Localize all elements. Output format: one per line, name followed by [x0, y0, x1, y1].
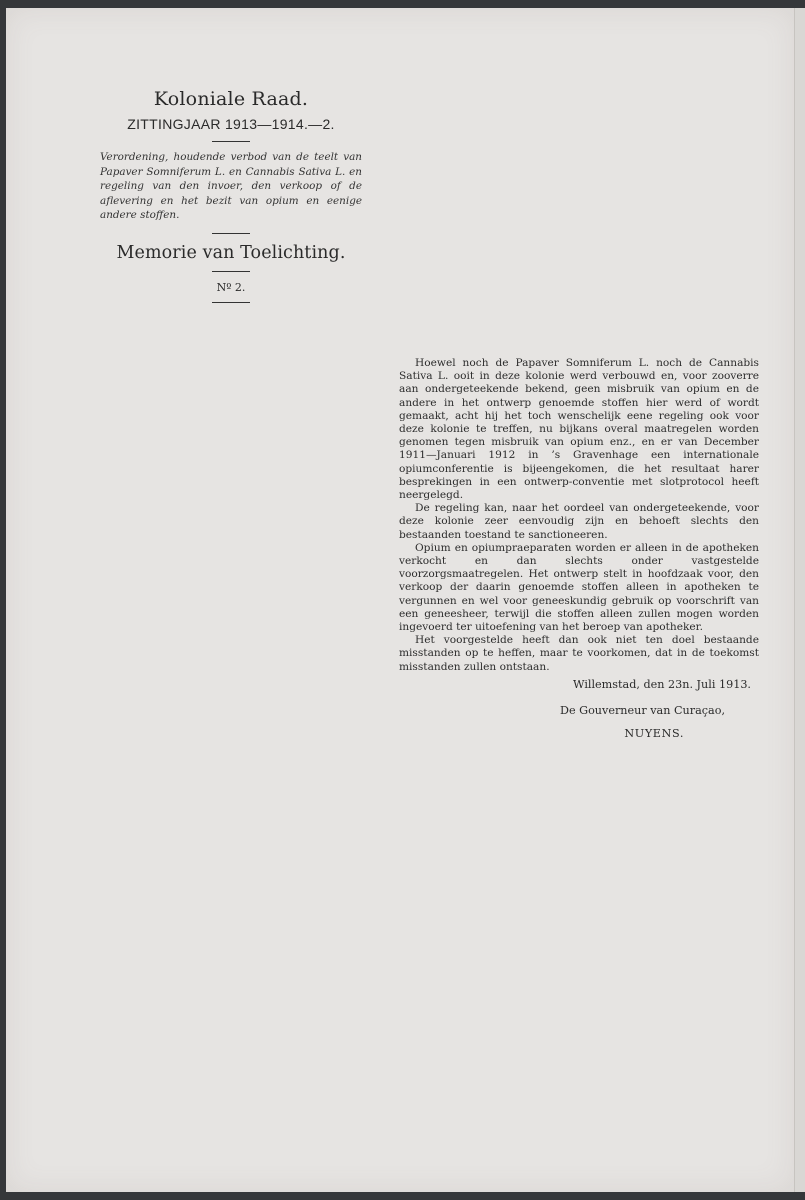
signature: NUYENS. [624, 727, 684, 740]
document-heading: Memorie van Toelichting. [116, 242, 346, 263]
governor-title: De Gouverneur van Curaçao, [559, 704, 725, 717]
paragraph: De regeling kan, naar het oordeel van ondergeteekende, voor deze kolonie zeer eenvoudig zijn en behoeft slechts den bestaanden toestand te sanctioneeren. [399, 502, 759, 541]
document-number: Nº 2. [216, 280, 246, 294]
divider [212, 302, 250, 303]
place-date: Willemstad, den 23n. Juli 1913. [573, 678, 751, 691]
divider [212, 233, 250, 234]
page-edge [794, 8, 805, 1192]
paragraph: Het voorgestelde heeft dan ook niet ten doel bestaande misstanden op te heffen, maar te voorkomen, dat in de toekomst misstanden zullen ontstaan. [399, 634, 759, 673]
divider [212, 271, 250, 272]
paragraph: Hoewel noch de Papaver Somniferum L. noch de Cannabis Sativa L. ooit in deze kolonie werd verbouwd en, voor zooverre aan ondergeteekende bekend, geen misbruik van opium en de andere in het ontwerp genoemde stoffen hier werd of wordt gemaakt, acht hij het toch wenschelijk eene regeling ook voor deze kolonie te treffen, nu bijkans overal maatregelen worden genomen tegen misbruik van opium enz., en er van December 1911—Januari 1912 in ’s Gravenhage een internationale opiumconferentie is bijeengekomen, die het resultaat harer besprekingen in een ontwerp-conventie met slotprotocol heeft neergelegd. [399, 357, 759, 502]
divider [212, 141, 250, 142]
document-header [100, 88, 362, 303]
session-year: ZITTINGJAAR 1913—1914.—2. [127, 116, 335, 132]
paragraph: Opium en opiumpraeparaten worden er alleen in de apotheken verkocht en dan slechts onder vastgestelde voorzorgsmaatregelen. Het ontwerp stelt in hoofdzaak voor, den verkoop der daarin genoemde stoffen alleen in apotheken te vergunnen en wel voor geneeskundig gebruik op voorschrift van een geneesheer, terwijl die stoffen alleen zullen mogen worden ingevoerd ter uitoefening van het beroep van apotheker. [399, 541, 759, 634]
memorandum-body [399, 357, 759, 674]
subject-text: Verordening, houdende verbod van de teelt van Papaver Somniferum L. en Cannabis Sativa L. en regeling van den invoer, den verkoop of de aflevering en het bezit van opium en eenige andere stoffen. [100, 151, 362, 222]
council-title: Koloniale Raad. [153, 88, 309, 110]
